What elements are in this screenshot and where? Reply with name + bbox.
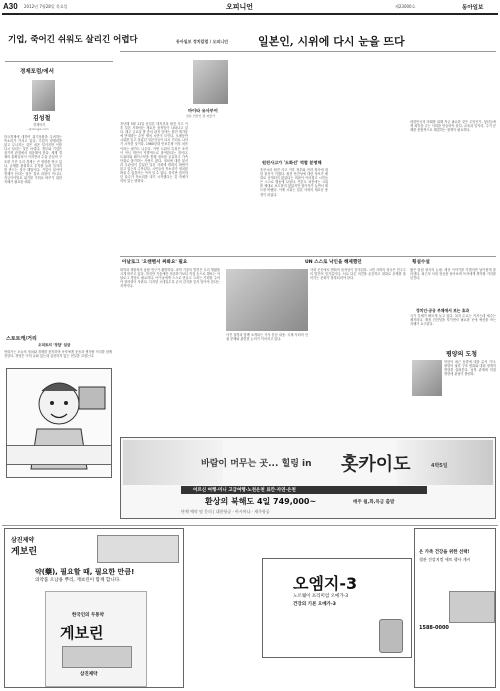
- right-sub-body: 국가 부채가 빠르게 늘고 있다. 복지 수요는 커지는데 세수는 제자리다. 재정 건전성을 지키면서 필요한 곳에 예산을 쓰는 지혜가 요구된다.: [410, 314, 496, 327]
- middle-photo-caption: UN 스스로 낙인을 해제했던: [305, 260, 362, 265]
- col1-author-email: ...@donga.com: [26, 127, 49, 131]
- top-subhead: 원전사고가 '도화선' 역할 분명해: [262, 160, 322, 165]
- bottom-ads-rule: [2, 525, 498, 526]
- travel-ad-price: 환상의 북해도 4일 749,000~: [205, 497, 317, 506]
- right-sub2-body: 짧은 칼럼 형식의 논평. 세상 이야기를 가볍지만 날카롭게 풀어낸다. 최근의 사회 현상을 돌아보며 독자에게 생각할 거리를 던진다.: [410, 268, 496, 281]
- col1-column-label: 경제포럼/에서: [20, 69, 54, 75]
- ad-med-center-box: [62, 646, 132, 668]
- right-bottom-body: 북한의 최근 동향에 대한 분석 기사. 평양의 권력 구조 변화와 대외 정책의 방향을 살펴본다. 남북 관계에 미칠 영향에 관심이 쏠린다.: [444, 360, 496, 377]
- right-bottom-headline: 평양의 도청: [446, 351, 478, 358]
- top-sub-body: 후쿠시마 원전 사고 이후 정부와 전력 회사에 대한 불신이 커졌다. 원전 안전성에 대한 정보가 제대로 공개되지 않았다는 비판이 이어졌고 시민들은 스스로 행동에 나섰다. 언론도 처음에는 시위를 제대로 보도하지 않았지만 참가자가 늘면서 태도를 바꿨다. 이제 시위는 일본 사회의 새로운 풍경이 되었다.: [260, 168, 328, 197]
- edition-mark: 제23000호: [395, 4, 416, 9]
- col1-headline: 기업, 죽어긴 쉬워도 살리긴 어렵다: [8, 35, 138, 45]
- travel-ad[interactable]: [120, 437, 496, 519]
- ad-right-sub: 혈관 건강지킴 세트 행사 개시: [419, 557, 471, 562]
- page-number: A30: [3, 2, 18, 11]
- ad-med-slogan: 약(藥), 필요할 때, 필요한 만큼!: [35, 568, 135, 576]
- cartoon-label: 스토트캐/거리: [6, 336, 37, 342]
- ad-med-package: [97, 535, 179, 563]
- page-header: [0, 0, 500, 14]
- ad-med-center-label: 한국인의 두통약: [72, 613, 104, 618]
- ad-right-hotline: 1588-0000: [419, 625, 449, 631]
- middle-rule: [120, 256, 496, 257]
- middle-left-body: 화학과 생물학의 융합 연구가 활발하다. 과학 기술의 발전은 우리 생활을 크게 바꾸고 있다. 하지만 기술에만 의존하기보다 직접 손으로 해보는 아날로그 경험도 필요하다. 아이들에게 스스로 만들고 고치는 기회를 주어야 창의력이 자란다. 디지털 시대일수록 손의 감각을 잊지 말아야 한다는 지적이다.: [120, 268, 220, 289]
- right-bottom-photo: [412, 360, 442, 396]
- ad-med-center-slogan: 삼진제약: [80, 672, 98, 677]
- top-author-photo: [193, 60, 228, 104]
- ad-right-product-image: [449, 591, 495, 623]
- right-label: 횡설수설: [412, 260, 430, 265]
- header-date: 2012년 7월28일 목요일: [24, 4, 68, 9]
- col1-author-photo: [32, 80, 55, 111]
- ad-med-product: 게보린: [11, 547, 38, 557]
- ad-omega-sub: 노르웨이 프리미엄 오메가-3: [293, 594, 349, 599]
- travel-ad-title: 홋카이도: [341, 454, 411, 475]
- ad-medicine-left[interactable]: [4, 528, 184, 688]
- ad-med-brand: 삼진제약: [11, 537, 35, 544]
- middle-body: 사회 곳곳에서 변화의 움직임이 감지된다. 시민 사회의 성숙은 민주주의 발전의 밑거름이다. 서로 다른 의견을 존중하고 대화로 문제를 풀어가는 문화가 정착되어야 한다.: [310, 268, 406, 281]
- middle-left-headline: 아날로그 '오랜핸서 짜봐요' 필요: [122, 260, 188, 265]
- cartoon-caption: 오피트의 '정답' 임금: [38, 343, 71, 347]
- paper-name: 동아일보: [462, 5, 484, 11]
- header-rule: [2, 13, 498, 15]
- ad-omega-line: 건강의 기본 오메가-3: [293, 602, 336, 607]
- top-author-title: 일본 언론인 겸 저술가: [186, 114, 215, 118]
- col1-body-left: 한국경제에 대하여 위기상황을 우려하는 목소리가 커지고 있다. 기업이 경쟁력을 잃고 무너지는 것은 쉬운 일이지만 이를 다시 살리는 것은 어렵다. 정부와 기업은 장기적 관점에서 대응해야 한다. 세계 경제의 불확실성이 커지면서 수출 중심의 구조를 가진 우리 경제는 큰 영향을 받고 있다. 규제를 완화하고 투자를 늘려 일자리를 만드는 것이 해법이다. 기업이 살아야 경제가 산다는 말은 결코 과장이 아니다. 지금이야말로 위기를 기회로 바꾸기 위한 지혜가 필요한 때다.: [4, 135, 62, 185]
- ad-omega-bottle: [379, 619, 403, 653]
- section-title: 오피니언: [226, 3, 254, 11]
- ad-omega-product: 오엠지-3: [293, 574, 358, 593]
- col1-author-title: 경제학자: [33, 123, 46, 127]
- right-body: 대한민국의 미래를 위해 지금 필요한 것은 무엇인가. 청년들에게 희망을 주는 사회를 만들어야 한다. 교육과 일자리, 주거 문제를 종합적으로 해결하는 정책이 필요하다.: [410, 120, 496, 133]
- ad-med-center-product: 게보린: [60, 624, 104, 642]
- travel-ad-tagline: 바람이 머무는 곳... 힐링 in: [201, 459, 312, 469]
- ad-right-title: 온 가족 건강을 위한 선택!: [419, 550, 470, 555]
- travel-ad-footer: 단체 예약 및 문의 | 대한항공 · 아시아나 · 제주항공: [181, 509, 270, 514]
- col1-small-ad: [6, 445, 112, 465]
- top-author-name: 마이타 유사부어: [188, 108, 218, 113]
- top-article-kicker: 동아일보 정치칼럼 / 오피니언: [176, 39, 229, 44]
- travel-ad-subtitle: 어르신 여행·미니 고급여행·노천온천 료칸·자연·온천: [193, 488, 296, 493]
- right-subhead: 정치인·공공 부채에서 보는 효과: [416, 308, 470, 313]
- middle-photo-body: 사진 설명과 함께 소개되는 기사 본문 내용. 국제 사회의 인권 문제와 관련한 논의가 이어지고 있다.: [226, 333, 308, 342]
- top-body-col4: [330, 60, 408, 254]
- col1-author-name: 김성철: [33, 115, 51, 122]
- ad-right[interactable]: [414, 528, 496, 688]
- top-body-col3: [260, 60, 328, 156]
- cartoon-body: 만화가는 오늘의 정치와 경제를 풍자하며 독자에게 웃음과 생각할 거리를 함께 전한다. 정답은 이미 나와 있는데 실천하지 않는 현실을 꼬집는다.: [4, 350, 112, 359]
- middle-photo: [226, 269, 308, 331]
- travel-ad-price-suffix: 매주 월,화,목금 출발: [353, 500, 395, 505]
- col1-rule: [5, 61, 113, 62]
- top-body-col1: 지난해 3월 11일 동일본 대지진과 원전 사고 이후 일본 사회에는 새로운 움직임이 나타나고 있다. 매주 금요일 밤 총리 관저 앞에는 원전 재가동에 반대하는 수만 명의 시민이 모인다. 오랫동안 시위를 잊고 살았던 일본인들이 다시 거리로 나서기 시작한 것이다. 1960년대 안보투쟁 이후 처음이라는 평가도 나온다. 이번 시위의 특징은 조직이 아닌 개인이 자발적으로 참여한다는 점이다. 트위터와 페이스북을 통해 정보를 공유하고 가족 단위로 참가하는 사람도 많다. 정치에 대한 불신과 무관심이 깊었던 일본 사회에 변화의 바람이 불고 있는지 주목된다. 시민들의 목소리가 정치를 바꿀 수 있을지는 아직 알 수 없다. 하지만 침묵하던 다수가 목소리를 내기 시작했다는 것 자체가 의미 있는 변화다.: [120, 122, 188, 184]
- top-body-col2: [190, 122, 258, 254]
- travel-ad-days: 4박5일: [431, 463, 448, 469]
- top-article-rule: [120, 51, 496, 52]
- ad-med-center-panel: [45, 591, 147, 687]
- ad-med-sub: 의약품 오남용 뿌리, 게보린이 함께 합니다.: [35, 578, 121, 583]
- top-article-headline: 일본인, 시위에 다시 눈을 뜨다: [258, 35, 405, 48]
- ad-omega[interactable]: [262, 558, 412, 658]
- col1-body-right: [64, 67, 114, 335]
